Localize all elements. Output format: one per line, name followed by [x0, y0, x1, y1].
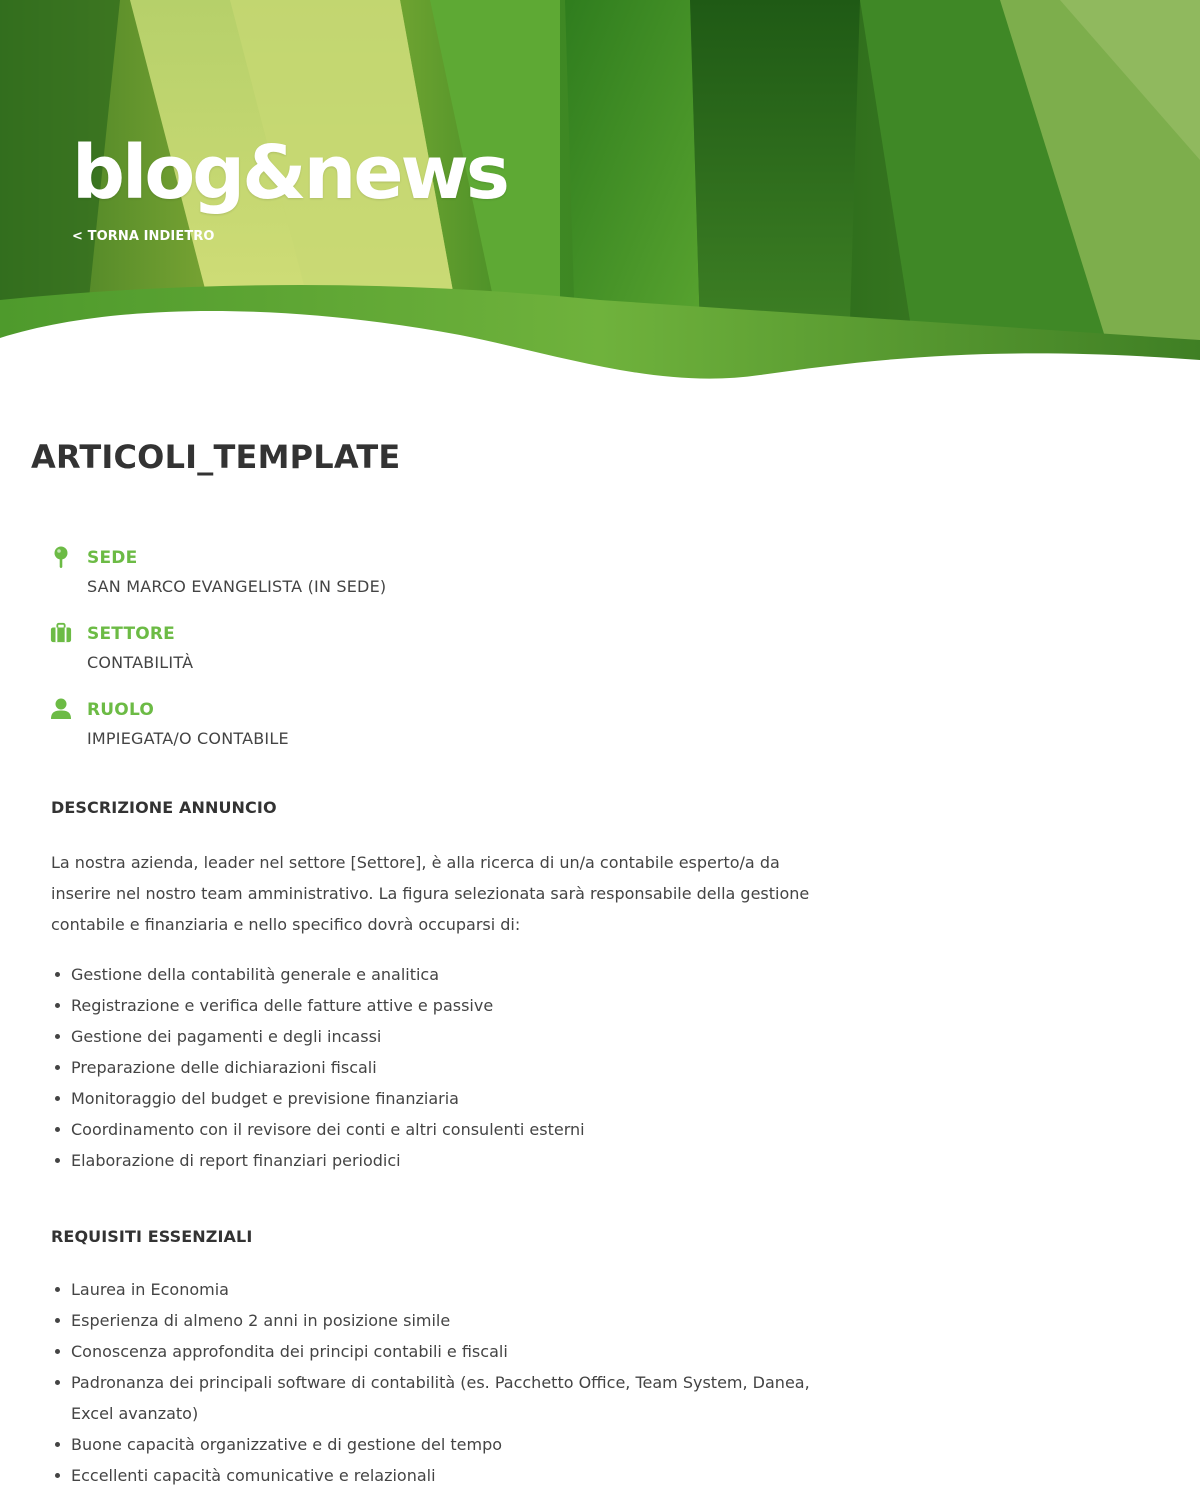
list-item: Monitoraggio del budget e previsione finanziaria [51, 1083, 821, 1114]
list-item: Padronanza dei principali software di contabilità (es. Pacchetto Office, Team System, Danea, Excel avanzato) [51, 1367, 821, 1429]
meta-settore-value: CONTABILITÀ [87, 653, 194, 672]
meta-sede [50, 544, 650, 620]
list-item: Gestione dei pagamenti e degli incassi [51, 1021, 821, 1052]
list-item: Elaborazione di report finanziari periodici [51, 1145, 821, 1176]
list-item: Registrazione e verifica delle fatture attive e passive [51, 990, 821, 1021]
descrizione-list [51, 959, 821, 1176]
hero-banner [0, 0, 1200, 385]
list-item: Coordinamento con il revisore dei conti e altri consulenti esterni [51, 1114, 821, 1145]
hero-title: blog&news [72, 130, 507, 216]
descrizione-heading: DESCRIZIONE ANNUNCIO [51, 798, 277, 817]
job-meta [50, 544, 650, 772]
meta-sede-label: SEDE [87, 548, 138, 568]
back-link[interactable]: < TORNA INDIETRO [72, 229, 215, 244]
requisiti-list [51, 1274, 821, 1491]
list-item: Buone capacità organizzative e di gestione del tempo [51, 1429, 821, 1460]
list-item: Esperienza di almeno 2 anni in posizione simile [51, 1305, 821, 1336]
briefcase-icon [50, 622, 72, 644]
meta-ruolo [50, 696, 650, 772]
list-item: Laurea in Economia [51, 1274, 821, 1305]
map-pin-icon [50, 546, 72, 568]
descrizione-text: La nostra azienda, leader nel settore [Settore], è alla ricerca di un/a contabile esperto/a da inserire nel nostro team amministrativo. La figura selezionata sarà responsabile della gestione contabile e finanziaria e nello specifico dovrà occuparsi di: [51, 853, 810, 934]
list-item: Conoscenza approfondita dei principi contabili e fiscali [51, 1336, 821, 1367]
meta-settore [50, 620, 650, 696]
meta-ruolo-label: RUOLO [87, 700, 155, 720]
page-title: ARTICOLI_TEMPLATE [31, 438, 401, 476]
list-item: Eccellenti capacità comunicative e relazionali [51, 1460, 821, 1491]
meta-sede-value: SAN MARCO EVANGELISTA (IN SEDE) [87, 577, 387, 596]
meta-ruolo-value: IMPIEGATA/O CONTABILE [87, 729, 289, 748]
meta-settore-label: SETTORE [87, 624, 175, 644]
requisiti-heading: REQUISITI ESSENZIALI [51, 1227, 253, 1246]
list-item: Preparazione delle dichiarazioni fiscali [51, 1052, 821, 1083]
user-icon [50, 698, 72, 720]
list-item: Gestione della contabilità generale e analitica [51, 959, 821, 990]
